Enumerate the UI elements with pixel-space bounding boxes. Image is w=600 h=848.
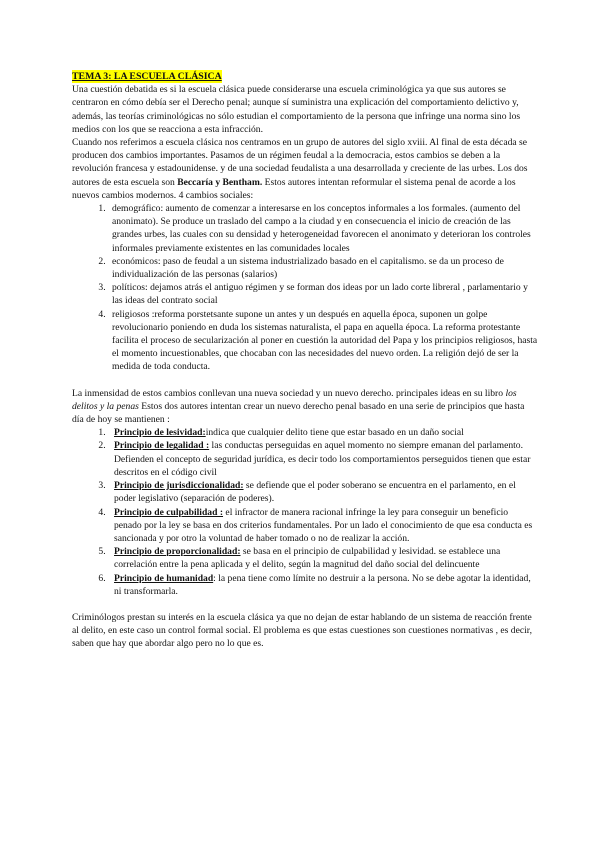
principle-term: Principio de culpabilidad : [114,506,224,518]
list-item: 4. religiosos :reforma porstetsante supone un antes y un después en aquella época, suponen un golpe revolucionario poniendo en duda los sistemas naturalista, el papa en aquella época. La reforma protestante facilita el proceso de secularización al poner en cuestión la autoridad del Papa y los principios religiosos, hasta el momento incuestionables, que chocaban con las necesidades del nuevo orden. La religión dejó de ser la medida de toda conducta. [108,308,538,374]
page-title: TEMA 3: LA ESCUELA CLÁSICA [72,71,222,82]
context-paragraph [72,136,538,202]
list-item [108,426,538,439]
list-item [108,572,538,598]
principles-list [72,426,538,598]
context-text-end: Estos autores intentan reformular el sistema penal de acorde a los nuevos cambios modernos. 4 cambios sociales: [72,176,516,201]
list-item: 1. demográfico: aumento de comenzar a interesarse en los conceptos informales a los formales. (aumento del anonimato). Se produce un traslado del campo a la ciudad y en consecuencia el inicio de creación de las grandes urbes, las cuales con su densidad y heterogeneidad favorecen el anonimato y deterioran los controles informales previamente existentes en las comunidades locales [108,202,538,255]
book-title: los delitos y la penas [72,387,517,412]
authors-name: Beccaría y Bentham. [177,176,263,188]
principle-text: las conductas perseguidas en aquel momento no siempre emanan del parlamento. Defienden el concepto de seguridad jurídica, es decir todo los comportamientos perseguidos tienen que estar descritos en el código civil [114,440,531,478]
principle-term: Principio de lesividad: [114,427,206,439]
principle-text: : la pena tiene como límite no destruir a la persona. No se debe agotar la identidad, ni transformarla. [114,572,531,597]
list-item [108,479,538,505]
principle-term: Principio de jurisdiccionalidad: [114,480,244,492]
list-item [108,545,538,571]
principle-text: se basa en el principio de culpabilidad y lesividad. se establece una correlación entre la pena aplicada y el delito, según la magnitud del daño social del delincuente [114,546,501,571]
principles-intro-paragraph [72,387,538,427]
intro-paragraph: Una cuestión debatida es si la escuela clásica puede considerarse una escuela criminológica ya que sus autores se centraron en cómo debía ser el Derecho penal; aunque sí suministra una explicación del comportamiento delictivo y, además, las teorías criminológicas no sólo estudian el comportamiento de la persona que infringe una norma sino los medios con los que se reacciona a esta infracción. [72,84,521,135]
social-changes-list [72,202,538,374]
context-text: Cuando nos referimos a escuela clásica nos centramos en un grupo de autores del siglo xviii. Al final de esta década se producen dos cambios importantes. Pasamos de un régimen feudal a la democracia, estos cambios se deben a la revolución francesa y estadounidense. y de una sociedad feudalista a una desarrollada y creciente de las urbes. Los dos autores de esta escuela son [72,137,528,188]
list-item [108,506,538,546]
principle-text: el infractor de manera racional infringe la ley para conseguir un beneficio penado por la ley se basa en dos criterios fundamentales. Por un lado el conocimiento de que esa conducta es sancionada y por otro la voluntad de haber tomado o no de realizar la acción. [114,506,533,544]
closing-paragraph: Criminólogos prestan su interés en la escuela clásica ya que no dejan de estar hablando de un sistema de reacción frente al delito, en este caso un control formal social. El problema es que estas cuestiones son cuestiones normativas , es decir, saben que hay que abordar algo pero no lo que es. [72,611,532,650]
principles-intro-text: La inmensidad de estos cambios conllevan una nueva sociedad y un nuevo derecho. principales ideas en su libro [72,387,506,399]
list-item: 3. políticos: dejamos atrás el antiguo régimen y se forman dos ideas por un lado corte libreral , parlamentario y las ideas del contrato social [108,281,538,307]
list-item [108,439,538,479]
principle-text: indica que cualquier delito tiene que estar basado en un daño social [205,427,464,439]
list-item: 2. económicos: paso de feudal a un sistema industrializado basado en el capitalismo. se da un proceso de individualización de las personas (salarios) [108,255,538,281]
principle-text: se defiende que el poder soberano se encuentra en el parlamento, en el poder legislativo (separación de poderes). [114,480,516,505]
principle-term: Principio de proporcionalidad: [114,546,241,558]
principles-intro-text-end: Estos dos autores intentan crear un nuevo derecho penal basado en una serie de principios que hasta día de hoy se mantienen : [72,400,525,426]
principle-term: Principio de legalidad : [114,440,210,452]
principle-term: Principio de humanidad [114,572,214,584]
